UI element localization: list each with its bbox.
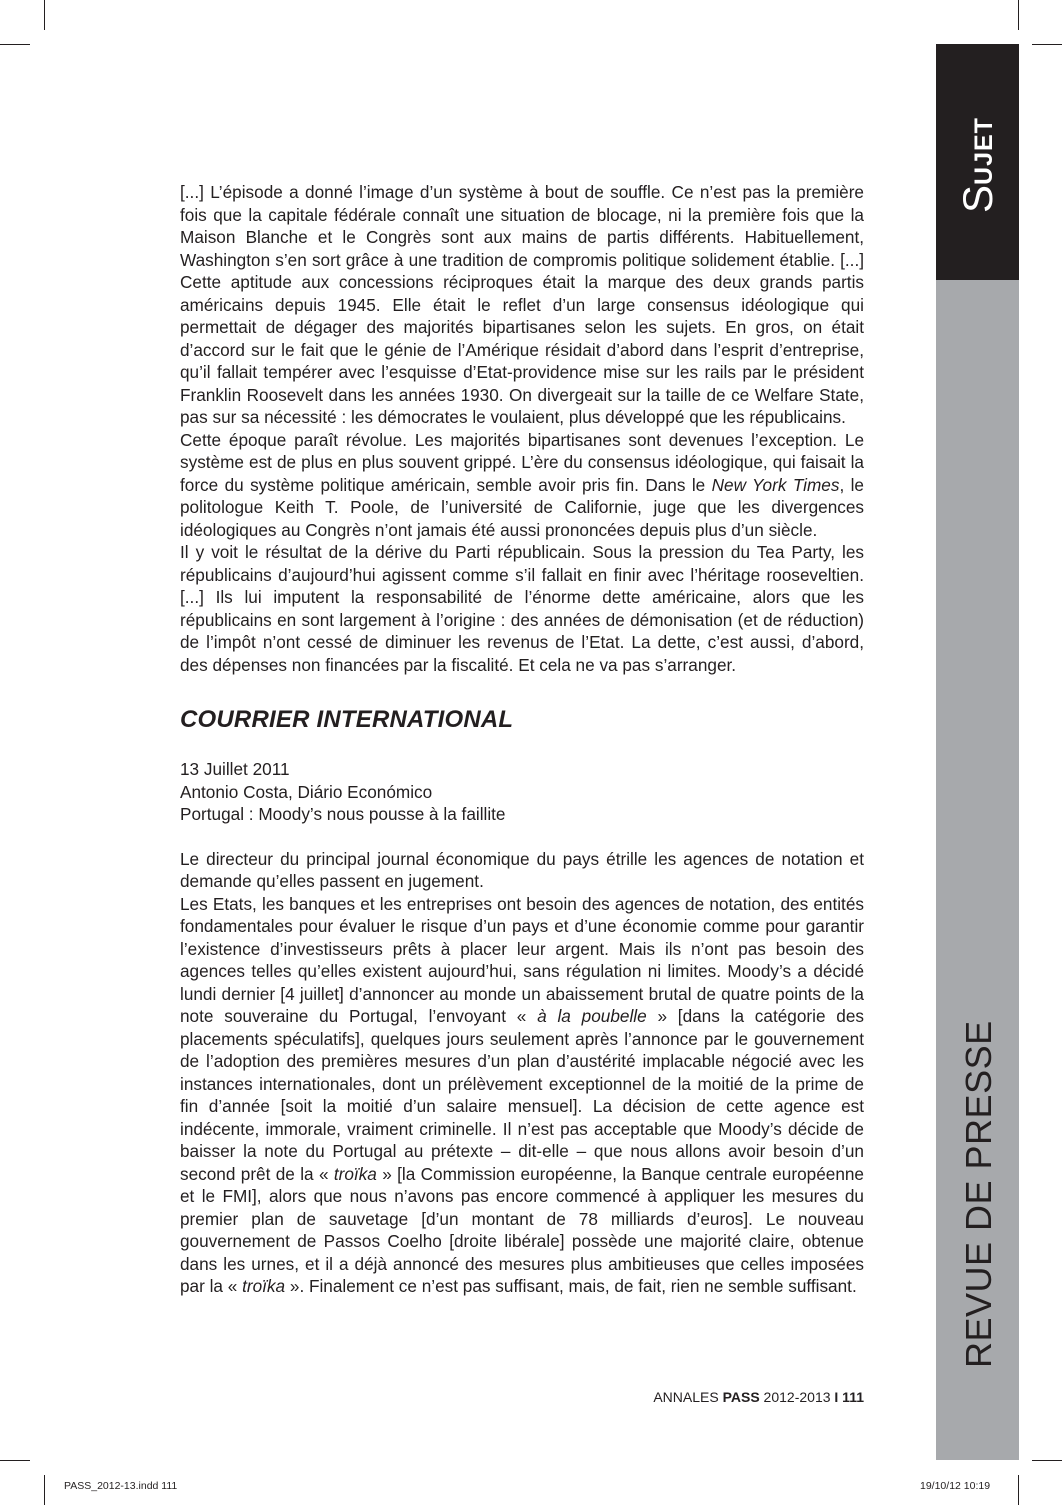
section-heading: COURRIER INTERNATIONAL: [180, 706, 514, 733]
article-date: 13 Juillet 2011: [180, 759, 290, 779]
section-label-sujet: SUJET: [954, 117, 1001, 213]
crop-mark: [44, 1475, 45, 1505]
crop-mark: [1018, 1475, 1019, 1505]
article-author: Antonio Costa, Diário Económico: [180, 781, 433, 802]
crop-mark: [44, 0, 45, 30]
newspaper-name: New York Times: [711, 474, 840, 495]
slug-datetime: 19/10/12 10:19: [920, 1480, 991, 1492]
crop-mark: [1032, 1460, 1062, 1461]
slug-filename: PASS_2012-13.indd 111: [64, 1480, 178, 1492]
article2-lead: Le directeur du principal journal économique du pays étrille les agences de notation et demande qu’elles passent en jugement.: [180, 848, 864, 891]
crop-mark: [0, 1460, 30, 1461]
article1-paragraph-2: Cette époque paraît révolue. Les majorités bipartisanes sont devenues l’exception. Le système est de plus en plus souvent grippé. L’ère du consensus idéologique, qui faisait la force du système politique américain, semble avoir pris fin. Dans le New York Times, le politologue Keith T. Poole, de l’université de Californie, juge que les divergences idéologiques au Congrès n’ont jamais été aussi prononcées depuis plus d’un siècle.: [180, 429, 864, 540]
article2-body: Les Etats, les banques et les entreprises ont besoin des agences de notation, des entités fondamentales pour évaluer le risque d’un pays et d’une économie comme pour garantir l’existence d’investisseurs prêts à placer leur argent. Mais ils n’ont pas besoin des agences telles qu’elles existent aujourd’hui, sans régulation ni limites. Moody’s a décidé lundi dernier [4 juillet] d’annoncer au monde un abaissement brutal de quatre points de la note souveraine du Portugal, l’envoyant « à la poubelle » [dans la catégorie des placements spéculatifs], quelques jours seulement après l’annonce par le gouvernement de l’adoption des premières mesures d’un plan d’austérité implacable négocié avec les instances internationales, dont un prélèvement exceptionnel de la moitié de la prime de fin d’année [soit la moitié d’un salaire mensuel]. La décision de cette agence est indécente, immorale, vraiment criminelle. Il n’est pas acceptable que Moody’s décide de baisser la note du Portugal au prétexte – dit-elle – que nous allons avoir besoin d’un second prêt de la « troïka » [la Commission européenne, la Banque centrale européenne et le FMI], alors que nous n’avons pas encore commencé à appliquer les mesures du premier plan de sauvetage [d’un montant de 78 milliards d’euros]. Le nouveau gouvernement de Passos Coelho [droite libérale] possède une majorité claire, obtenue dans les urnes, et il a déjà annoncé des mesures plus ambitieuses que celles imposées par la « troïka ». Finalement ce n’est pas suffisant, mais, de fait, rien ne semble suffisant.: [180, 893, 864, 1296]
page-footer: ANNALES PASS 2012-2013 I 111: [653, 1389, 864, 1405]
article1-paragraph-1: [...] L’épisode a donné l’image d’un système à bout de souffle. Ce n’est pas la première fois que la capitale fédérale connaît une situation de blocage, ni la première fois que la Maison Blanche et le Congrès sont aux mains de partis différents. Habituellement, Washington s’en sort grâce à une tradition de compromis politique solidement établie. [...] Cette aptitude aux concessions réciproques était la marque des deux grands partis américains depuis 1945. Elle était le reflet d’un large consensus idéologique qui permettait de dégager des majorités bipartisanes selon les sujets. En gros, on était d’accord sur le fait que le génie de l’Amérique résidait d’abord dans l’esprit d’entreprise, qu’il fallait tempérer avec l’esquisse d’Etat-providence mise sur les rails par le président Franklin Roosevelt dans les années 1930. On divergeait sur la taille de ce Welfare State, pas sur sa nécessité : les démocrates le voulaient, plus développé que les républicains.: [180, 182, 864, 427]
crop-mark: [1018, 0, 1019, 30]
article1-paragraph-3: Il y voit le résultat de la dérive du Parti républicain. Sous la pression du Tea Party, les républicains d’aujourd’hui agissent comme s’il fallait en finir avec l’héritage rooseveltien. [...] Ils lui imputent la responsabilité de l’énorme dette américaine, alors que les républicains en sont largement à l’origine : des années de démonisation (et de réduction) de l’impôt n’ont cessé de diminuer les revenus de l’Etat. La dette, c’est aussi, d’abord, des dépenses non financées par la fiscalité. Et cela ne va pas s’arranger.: [180, 542, 864, 675]
crop-mark: [1032, 44, 1062, 45]
crop-mark: [0, 44, 30, 45]
page-number: I 111: [834, 1389, 864, 1405]
main-content: [180, 181, 864, 1298]
section-label-revue-de-presse: REVUE DE PRESSE: [958, 1020, 999, 1368]
article-title: Portugal : Moody’s nous pousse à la faillite: [180, 804, 506, 824]
